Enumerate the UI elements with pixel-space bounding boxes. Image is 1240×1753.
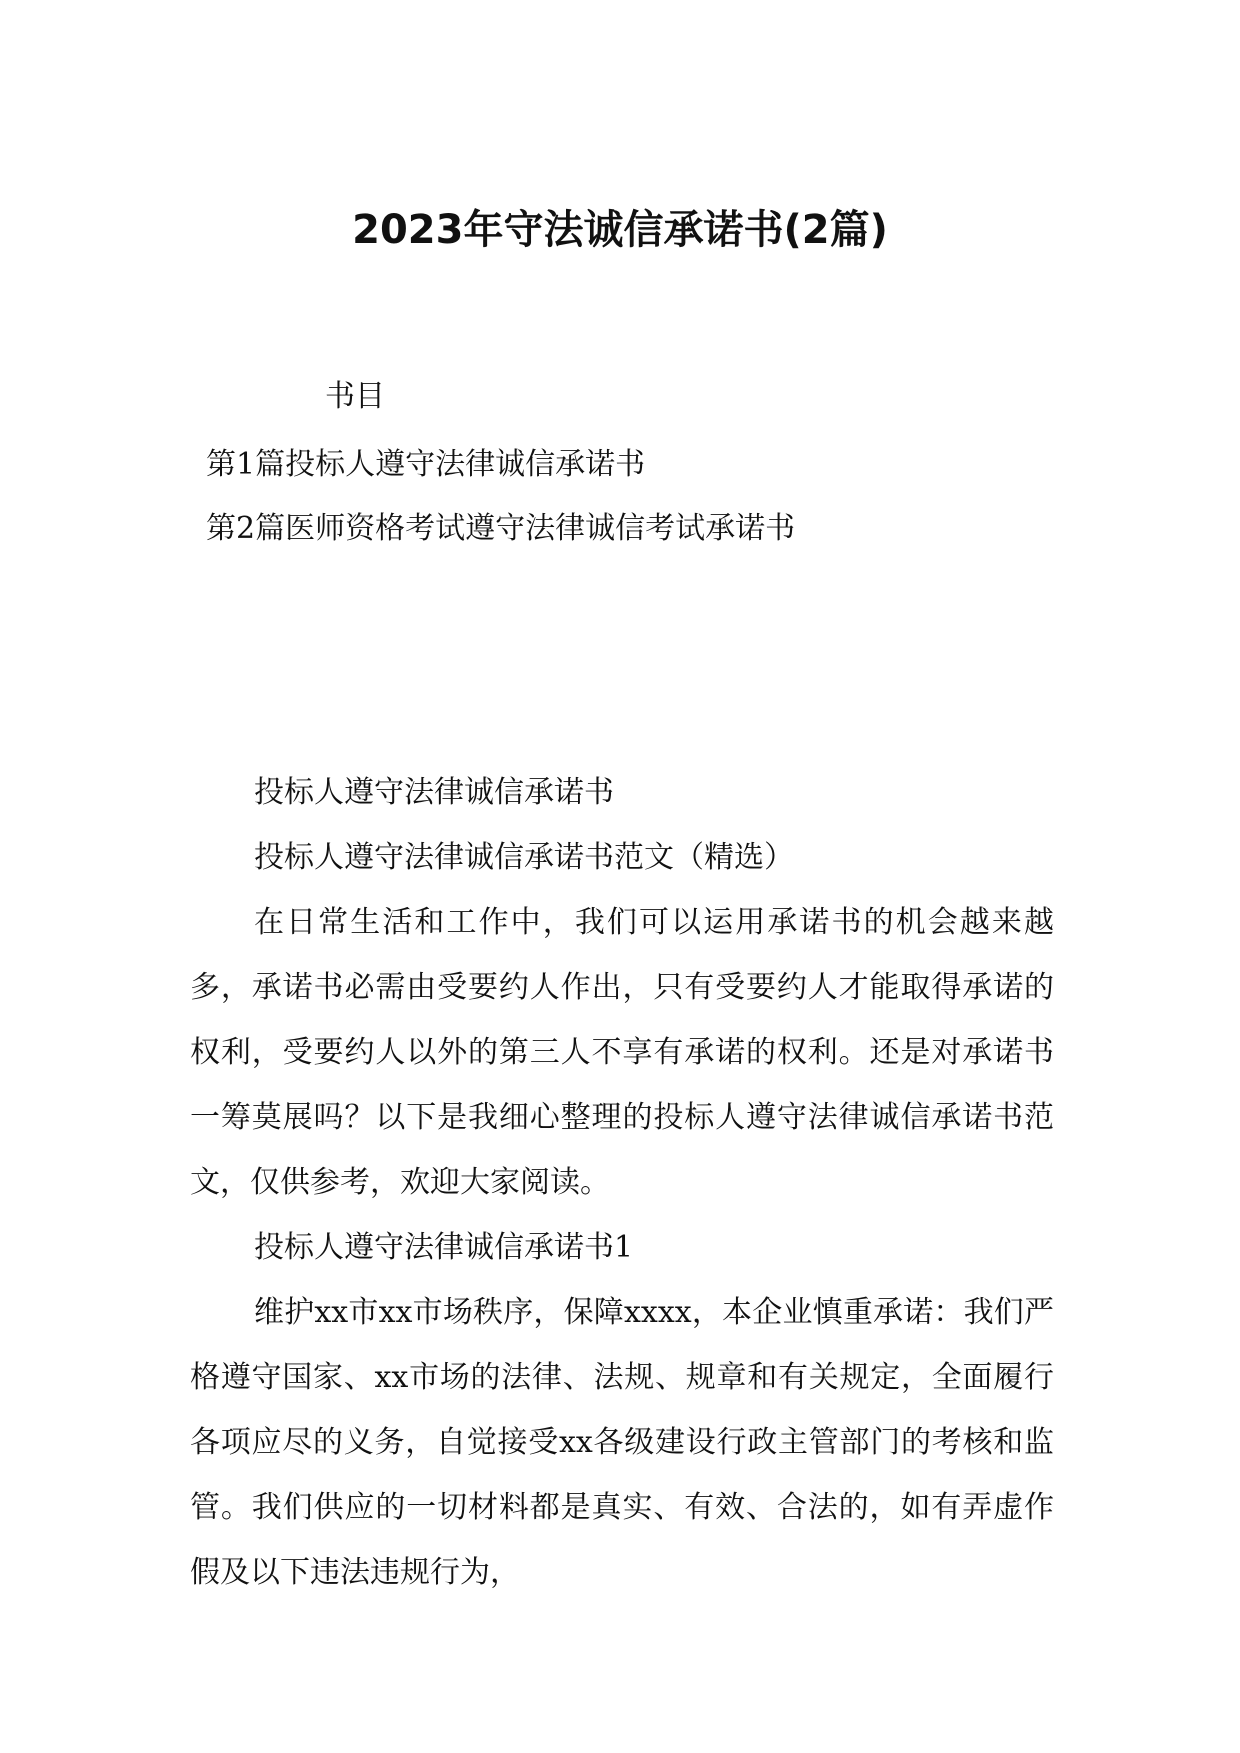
toc-item: 第1篇投标人遵守法律诚信承诺书: [206, 447, 646, 482]
body-paragraph: 维护xx市xx市场秩序，保障xxxx，本企业慎重承诺：我们严格遵守国家、xx市场的法律、法规、规章和有关规定，全面履行各项应尽的义务，自觉接受xx各级建设行政主管部门的考核和监管。我们供应的一切材料都是真实、有效、合法的，如有弄虚作假及以下违法违规行为，: [190, 1295, 1054, 1590]
toc-item: 第2篇医师资格考试遵守法律诚信考试承诺书: [206, 511, 796, 546]
section-subheading: 投标人遵守法律诚信承诺书范文（精选）: [254, 840, 794, 875]
document-title: 2023年守法诚信承诺书(2篇): [352, 207, 888, 253]
section-heading: 投标人遵守法律诚信承诺书: [254, 775, 614, 810]
table-of-contents: [206, 433, 795, 561]
document-body: [190, 760, 1054, 1605]
subsection-heading: 投标人遵守法律诚信承诺书1: [254, 1230, 634, 1265]
body-paragraph: 在日常生活和工作中，我们可以运用承诺书的机会越来越多，承诺书必需由受要约人作出，只有受要约人才能取得承诺的权利，受要约人以外的第三人不享有承诺的权利。还是对承诺书一筹莫展吗？以下是我细心整理的投标人遵守法律诚信承诺书范文，仅供参考，欢迎大家阅读。: [190, 905, 1054, 1200]
toc-heading: 书目: [325, 379, 385, 414]
